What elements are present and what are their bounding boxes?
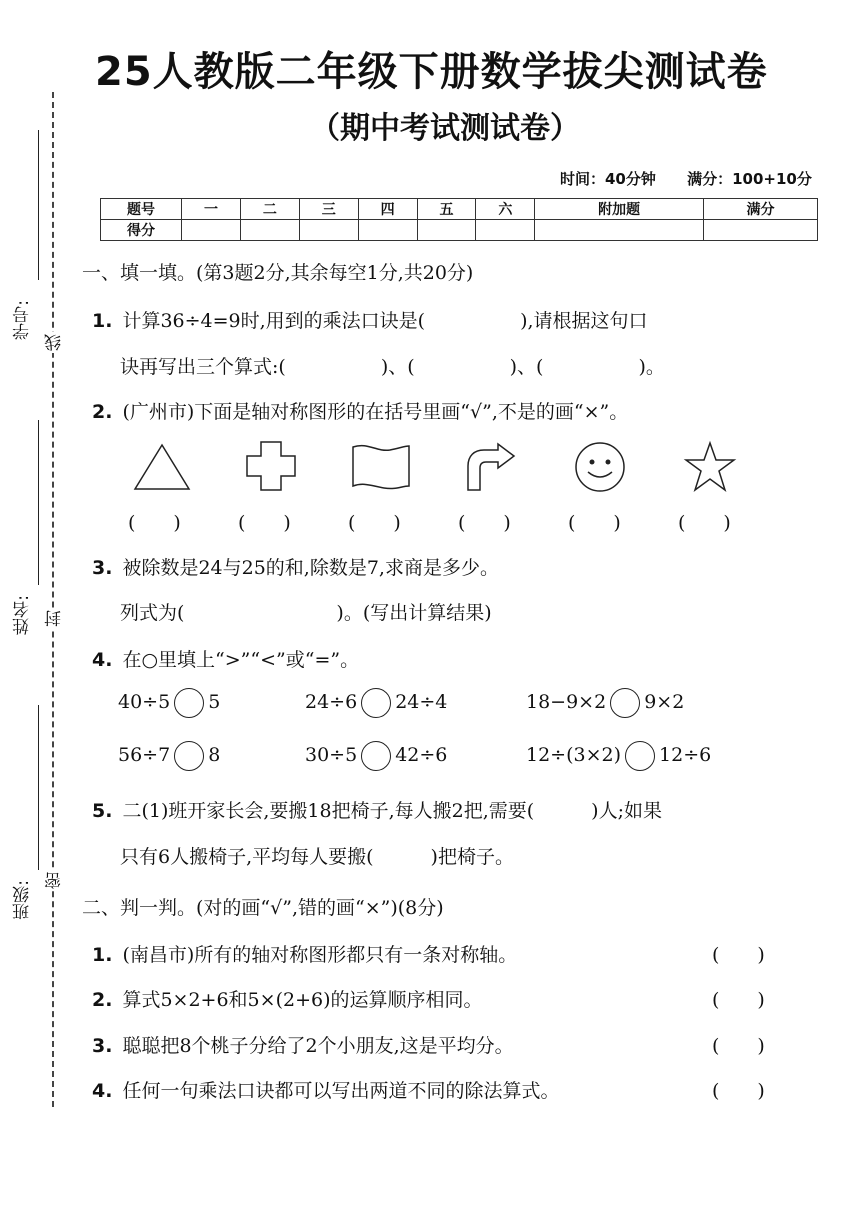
score-cell[interactable] [182,220,241,241]
question-5-line-2: 只有6人搬椅子,平均每人要搬( )把椅子。 [120,846,514,868]
compare-item [305,688,447,718]
compare-right: 5 [208,691,221,713]
question-number: 2. [92,401,113,423]
answer-paren[interactable]: ( ) [712,1035,765,1057]
seal-mark-seal: 封 [42,608,67,629]
question-text: 被除数是24与25的和,除数是7,求商是多少。 [122,557,499,579]
score-cell[interactable] [299,220,358,241]
compare-item [118,741,220,771]
page-subtitle: （期中考试测试卷） [310,111,580,146]
question-3-line-2: 列式为( )。(写出计算结果) [120,602,492,624]
header-cell: 三 [299,199,358,220]
compare-left: 24÷6 [305,691,358,713]
student-id-label: 学号: [13,300,33,340]
answer-paren[interactable]: ( ) [712,944,765,966]
header-cell: 一 [182,199,241,220]
question-text: (南昌市)所有的轴对称图形都只有一条对称轴。 [122,944,518,966]
full-score: 满分：100+10分 [687,170,812,188]
score-label-cell: 得分 [101,220,182,241]
compare-circle[interactable] [625,741,655,771]
question-number: 5. [92,800,113,822]
answer-paren[interactable]: ( ) [712,1080,765,1102]
header-cell: 二 [240,199,299,220]
section-2-heading: 二、判一判。(对的画“√”,错的画“×”)(8分) [82,897,444,919]
compare-right: 8 [208,744,221,766]
score-table [100,198,818,241]
star-icon [682,440,738,494]
smiley-icon [573,440,627,494]
compare-left: 40÷5 [118,691,171,713]
score-cell[interactable] [535,220,704,241]
compare-circle[interactable] [361,688,391,718]
compare-circle[interactable] [361,741,391,771]
question-text: 聪聪把8个桃子分给了2个小朋友,这是平均分。 [122,1035,514,1057]
question-1-line-2: 诀再写出三个算式:( )、( )、( )。 [120,356,665,378]
answer-paren[interactable]: ( ) [128,512,181,534]
class-write-line [38,705,39,870]
compare-right: 12÷6 [659,744,712,766]
judge-item [92,1031,514,1058]
score-cell[interactable] [417,220,476,241]
question-number: 3. [92,1035,113,1057]
header-cell: 六 [476,199,535,220]
compare-left: 12÷(3×2) [526,744,622,766]
judge-item [92,985,483,1012]
question-text: 在○里填上“>”“<”或“=”。 [122,649,360,671]
answer-paren[interactable]: ( ) [568,512,621,534]
header-cell: 附加题 [535,199,704,220]
question-number: 1. [92,944,113,966]
score-table-header-row [101,199,818,220]
question-number: 1. [92,310,113,332]
header-cell: 五 [417,199,476,220]
turn-arrow-icon [462,442,518,492]
question-4-text [92,645,359,672]
class-label: 班级: [13,880,33,920]
student-id-write-line [38,130,39,280]
question-number: 4. [92,649,113,671]
compare-circle[interactable] [610,688,640,718]
header-cell: 题号 [101,199,182,220]
question-5-line-1 [92,796,662,823]
score-cell[interactable] [240,220,299,241]
score-cell[interactable] [704,220,818,241]
compare-right: 9×2 [644,691,685,713]
seal-mark-line: 线 [42,332,67,353]
compare-circle[interactable] [174,741,204,771]
score-table-score-row [101,220,818,241]
binding-dashed-line [52,92,54,1107]
question-number: 3. [92,557,113,579]
compare-item [305,741,447,771]
section-1-heading: 一、填一填。(第3题2分,其余每空1分,共20分) [82,262,474,284]
cross-icon [245,440,297,492]
question-text: (广州市)下面是轴对称图形的在括号里画“√”,不是的画“×”。 [122,401,629,423]
score-cell[interactable] [358,220,417,241]
page-title: 25人教版二年级下册数学拔尖测试卷 [95,49,768,95]
header-cell: 四 [358,199,417,220]
name-label: 姓名: [13,595,33,635]
answer-paren[interactable]: ( ) [712,989,765,1011]
score-cell[interactable] [476,220,535,241]
compare-left: 18−9×2 [526,691,607,713]
compare-left: 56÷7 [118,744,171,766]
question-2-text [92,397,628,424]
answer-paren[interactable]: ( ) [678,512,731,534]
compare-circle[interactable] [174,688,204,718]
answer-paren[interactable]: ( ) [458,512,511,534]
seal-mark-secret: 密 [42,870,67,891]
question-number: 2. [92,989,113,1011]
triangle-icon [132,442,192,492]
question-1-line-1 [92,306,648,333]
compare-item [118,688,220,718]
exam-meta [560,168,812,189]
name-write-line [38,420,39,585]
judge-item [92,940,517,967]
header-cell: 满分 [704,199,818,220]
time-limit: 时间：40分钟 [560,170,656,188]
question-3-line-1 [92,553,499,580]
question-text: 二(1)班开家长会,要搬18把椅子,每人搬2把,需要( )人;如果 [122,800,662,822]
judge-item [92,1076,559,1103]
compare-item [526,688,684,718]
flag-icon [350,442,412,492]
question-text: 任何一句乘法口诀都可以写出两道不同的除法算式。 [122,1080,560,1102]
compare-right: 24÷4 [395,691,448,713]
answer-paren[interactable]: ( ) [348,512,401,534]
answer-paren[interactable]: ( ) [238,512,291,534]
question-text: 计算36÷4=9时,用到的乘法口诀是( ),请根据这句口 [122,310,648,332]
compare-left: 30÷5 [305,744,358,766]
compare-item [526,741,711,771]
question-number: 4. [92,1080,113,1102]
question-text: 算式5×2+6和5×(2+6)的运算顺序相同。 [122,989,483,1011]
compare-right: 42÷6 [395,744,448,766]
